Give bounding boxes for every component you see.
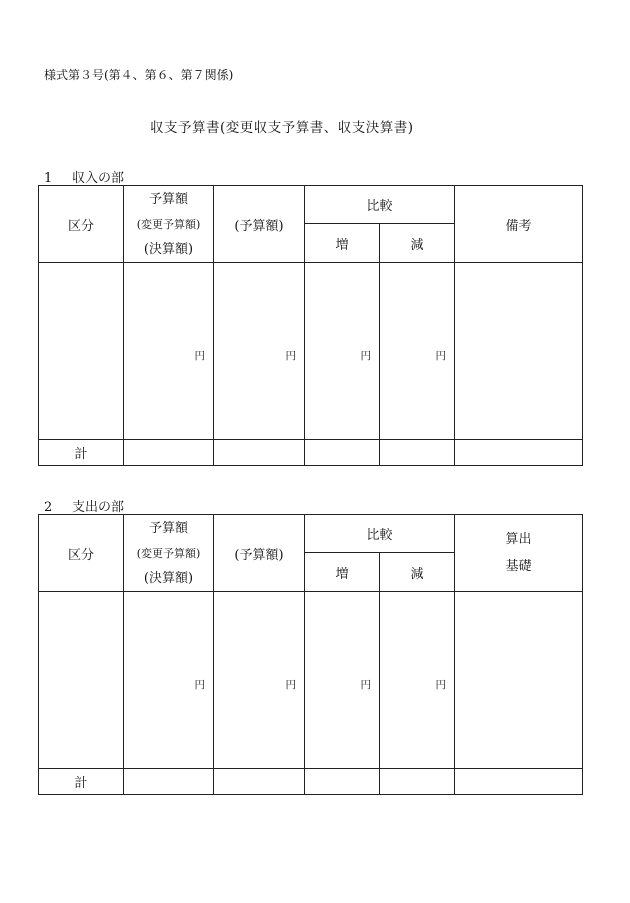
header-decrease: 減 <box>380 553 455 592</box>
income-table <box>38 185 583 466</box>
expenditure-table <box>38 514 583 795</box>
header-calculation-basis <box>455 515 583 592</box>
yen-unit: 円 <box>285 350 296 362</box>
yen-unit: 円 <box>360 350 371 362</box>
budget-cell[interactable] <box>124 592 214 769</box>
remarks-cell[interactable] <box>455 263 583 440</box>
yen-unit: 円 <box>435 350 447 362</box>
header-remarks: 備考 <box>455 186 583 263</box>
prev-budget-cell[interactable] <box>214 263 305 440</box>
total-decrease-cell[interactable] <box>380 440 455 466</box>
section-name: 収入の部 <box>72 171 125 186</box>
total-basis-cell[interactable] <box>455 769 583 795</box>
header-kubun: 区分 <box>39 186 124 263</box>
total-decrease-cell[interactable] <box>380 769 455 795</box>
document-title: 収支予算書(変更収支予算書、収支決算書) <box>150 120 414 136</box>
total-increase-cell[interactable] <box>305 769 380 795</box>
header-budget-line2: (変更予算額) <box>136 546 201 560</box>
total-remarks-cell[interactable] <box>455 440 583 466</box>
total-increase-cell[interactable] <box>305 440 380 466</box>
section-number: 2 <box>44 500 53 515</box>
kubun-cell[interactable] <box>39 592 124 769</box>
header-budget <box>124 515 214 592</box>
total-prev-budget-cell[interactable] <box>214 769 305 795</box>
section-heading-expenditure <box>44 496 124 515</box>
header-increase: 増 <box>305 553 380 592</box>
header-compare: 比較 <box>305 515 455 553</box>
basis-cell[interactable] <box>455 592 583 769</box>
header-kubun: 区分 <box>39 515 124 592</box>
budget-cell[interactable] <box>124 263 214 440</box>
total-label: 計 <box>39 440 124 466</box>
decrease-cell[interactable] <box>380 263 455 440</box>
section-number: 1 <box>44 171 53 186</box>
header-compare: 比較 <box>305 186 455 224</box>
form-number: 様式第３号(第４、第６、第７関係) <box>44 68 234 82</box>
yen-unit: 円 <box>285 679 296 691</box>
decrease-cell[interactable] <box>380 592 455 769</box>
header-decrease: 減 <box>380 224 455 263</box>
header-prev-budget: (予算額) <box>214 515 305 592</box>
header-budget-line3: (決算額) <box>143 570 194 586</box>
header-prev-budget: (予算額) <box>214 186 305 263</box>
total-label: 計 <box>39 769 124 795</box>
yen-unit: 円 <box>435 679 447 691</box>
increase-cell[interactable] <box>305 263 380 440</box>
increase-cell[interactable] <box>305 592 380 769</box>
header-budget-line1: 予算額 <box>148 520 188 536</box>
yen-unit: 円 <box>194 679 205 691</box>
header-basis-line2: 基礎 <box>505 559 532 574</box>
header-budget <box>124 186 214 263</box>
header-basis-line1: 算出 <box>505 532 532 547</box>
total-budget-cell[interactable] <box>124 440 214 466</box>
total-prev-budget-cell[interactable] <box>214 440 305 466</box>
header-budget-line3: (決算額) <box>143 241 194 257</box>
header-budget-line2: (変更予算額) <box>136 217 201 231</box>
header-increase: 増 <box>305 224 380 263</box>
prev-budget-cell[interactable] <box>214 592 305 769</box>
header-budget-line1: 予算額 <box>148 191 188 207</box>
section-heading-income <box>44 167 124 186</box>
total-budget-cell[interactable] <box>124 769 214 795</box>
section-name: 支出の部 <box>72 500 125 515</box>
yen-unit: 円 <box>194 350 205 362</box>
yen-unit: 円 <box>360 679 371 691</box>
kubun-cell[interactable] <box>39 263 124 440</box>
